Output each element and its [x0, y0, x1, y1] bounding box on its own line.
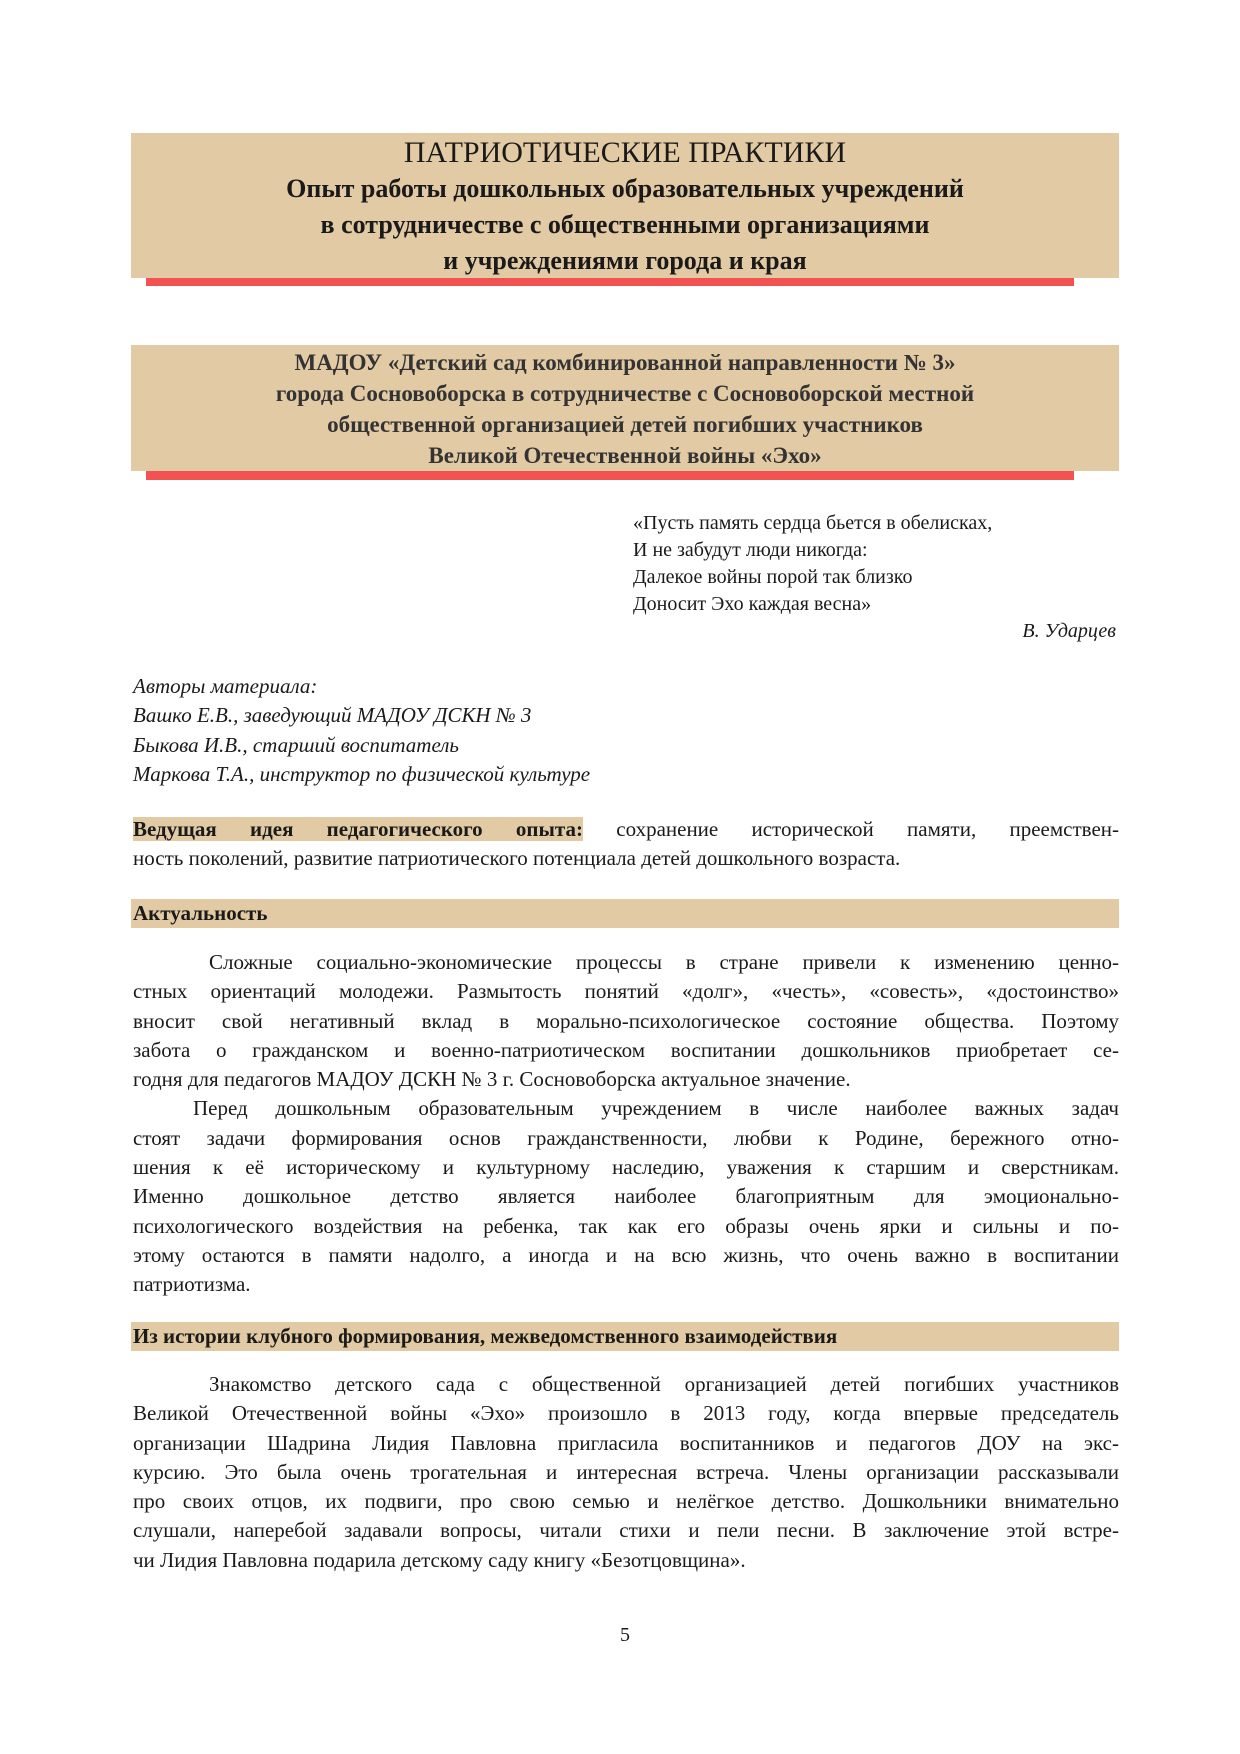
section-title-relevance: Актуальность [131, 899, 1119, 928]
text-line: стоят задачи формирования основ гражданственности, любви к Родине, бережного отно- [133, 1125, 1119, 1150]
history-text [133, 1370, 1119, 1575]
text-line: забота о гражданском и военно-патриотическом воспитании дошкольников приобретает се- [133, 1037, 1119, 1062]
text-line: патриотизма. [133, 1272, 251, 1297]
subtitle-line: Опыт работы дошкольных образовательных учреждений [286, 174, 964, 203]
epigraph-line: Доносит Эхо каждая весна» [633, 593, 872, 615]
lead-idea-line [133, 815, 1119, 844]
text-line: этому остаются в памяти надолго, а иногда и на всю жизнь, что очень важно в воспитании [133, 1242, 1119, 1267]
epigraph-author: В. Ударцев [1022, 620, 1116, 642]
main-header [131, 135, 1119, 279]
epigraph-line: И не забудут люди никогда: [633, 539, 868, 561]
subtitle-line: и учреждениями города и края [443, 246, 807, 275]
epigraph-line: Далекое войны порой так близко [633, 566, 913, 588]
main-header-underline [146, 278, 1074, 286]
text-line: организации Шадрина Лидия Павловна пригласила воспитанников и педагогов ДОУ на экс- [133, 1430, 1119, 1455]
lead-idea-text: сохранение исторической памяти, преемствен- [616, 817, 1119, 841]
text-line: годня для педагогов МАДОУ ДСКН № 3 г. Сосновоборска актуальное значение. [133, 1067, 851, 1092]
lead-idea-line: ность поколений, развитие патриотического потенциала детей дошкольного возраста. [133, 846, 901, 871]
article-header-underline [146, 471, 1074, 480]
text-line: Перед дошкольным образовательным учреждением в числе наиболее важных задач [193, 1096, 1119, 1121]
article-header [131, 347, 1119, 471]
text-line: Именно дошкольное детство является наиболее благоприятным для эмоционально- [133, 1184, 1119, 1209]
article-header-line: города Сосновоборска в сотрудничестве с Сосновоборской местной [275, 381, 975, 406]
main-title: ПАТРИОТИЧЕСКИЕ ПРАКТИКИ [403, 136, 847, 169]
text-line: чи Лидия Павловна подарила детскому саду книгу «Безотцовщина». [133, 1547, 746, 1572]
lead-idea-label: Ведущая идея педагогического опыта: [133, 817, 583, 841]
text-line: Сложные социально-экономические процессы в стране привели к изменению ценно- [209, 950, 1119, 974]
authors-block [133, 672, 1119, 789]
authors-label: Авторы материала: [133, 674, 318, 698]
text-line: про своих отцов, их подвиги, про свою семью и нелёгкое детство. Дошкольники внимательно [133, 1489, 1119, 1514]
author-item: Маркова Т.А., инструктор по физической культуре [133, 761, 591, 786]
subtitle-line: в сотрудничестве с общественными организациями [320, 210, 930, 239]
section-title-history: Из истории клубного формирования, межведомственного взаимодействия [131, 1322, 1119, 1351]
author-item: Вашко Е.В., заведующий МАДОУ ДСКН № 3 [133, 703, 532, 728]
text-line: стных ориентаций молодежи. Размытость понятий «долг», «честь», «совесть», «достоинство» [133, 979, 1119, 1004]
text-line: слушали, наперебой задавали вопросы, читали стихи и пели песни. В заключение этой встре- [133, 1518, 1119, 1543]
epigraph-line: «Пусть память сердца бьется в обелисках, [633, 512, 993, 534]
text-line: вносит свой негативный вклад в морально-психологическое состояние общества. Поэтому [133, 1008, 1119, 1033]
relevance-text [133, 948, 1119, 1300]
lead-idea [133, 815, 1119, 874]
text-line: Знакомство детского сада с общественной организацией детей погибших участников [209, 1372, 1119, 1396]
author-item: Быкова И.В., старший воспитатель [133, 732, 459, 757]
text-line: курсию. Это была очень трогательная и интересная встреча. Члены организации рассказывали [133, 1459, 1119, 1484]
article-header-line: Великой Отечественной войны «Эхо» [428, 443, 822, 468]
epigraph [633, 510, 992, 618]
text-line: психологического воздействия на ребенка, так как его образы очень ярки и сильны и по- [133, 1213, 1119, 1238]
article-header-line: МАДОУ «Детский сад комбинированной направленности № 3» [294, 350, 956, 375]
article-header-line: общественной организацией детей погибших участников [327, 412, 923, 437]
text-line: Великой Отечественной войны «Эхо» произошло в 2013 году, когда впервые председатель [133, 1401, 1119, 1426]
page-number: 5 [620, 1624, 630, 1646]
text-line: шения к её историческому и культурному наследию, уважения к старшим и сверстникам. [133, 1155, 1119, 1180]
